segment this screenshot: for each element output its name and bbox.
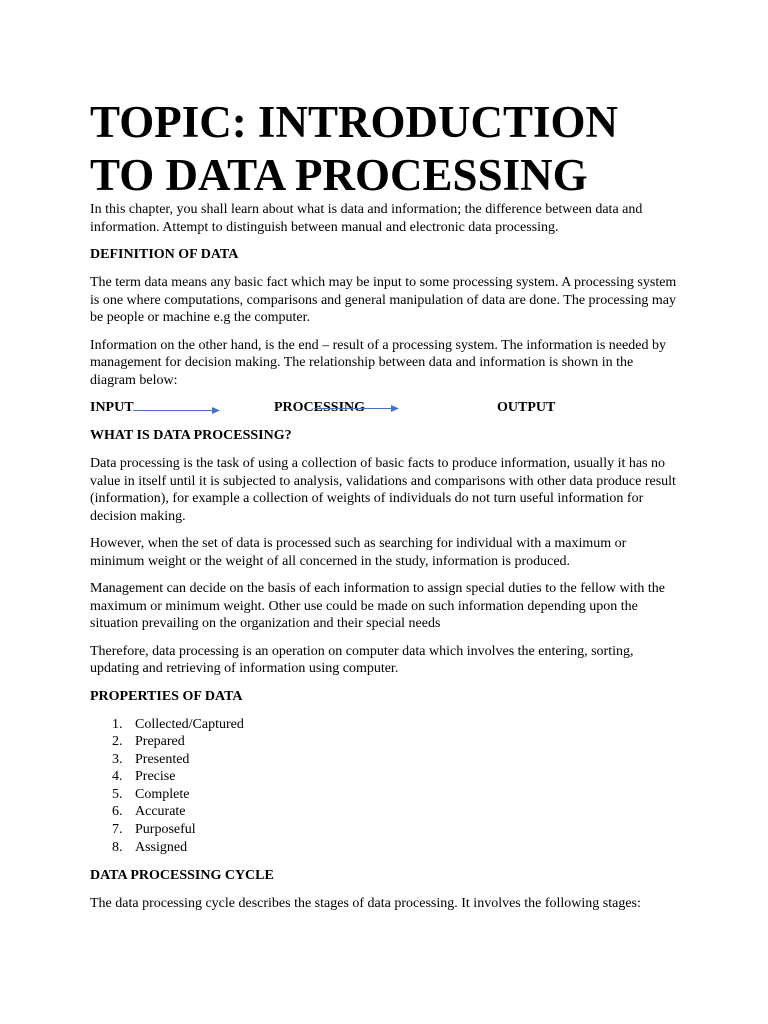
definition-heading: DEFINITION OF DATA — [90, 247, 239, 262]
flow-output-label: OUTPUT — [497, 400, 556, 415]
list-item: 4. Precise — [112, 769, 176, 785]
definition-paragraph-1: The term data means any basic fact which may be input to some processing system. A processing system is one where computations, comparisons and general manipulation of data are done. The processing may be people or machine e.g the computer. — [90, 275, 677, 325]
arrow-input-to-processing-icon — [133, 407, 220, 414]
flow-input-label: INPUT — [90, 400, 134, 415]
cycle-paragraph: The data processing cycle describes the stages of data processing. It involves the following stages: — [90, 895, 641, 911]
what-paragraph-4: Therefore, data processing is an operation on computer data which involves the entering, sorting, updating and retrieving of information using computer. — [90, 643, 634, 676]
properties-heading: PROPERTIES OF DATA — [90, 688, 243, 704]
arrow-processing-to-output-icon — [314, 405, 399, 412]
list-item: 3. Presented — [112, 751, 190, 767]
list-item: 1. Collected/Captured — [112, 716, 244, 732]
page-title — [90, 96, 682, 202]
definition-paragraph-2: Information on the other hand, is the end – result of a processing system. The information is needed by management for decision making. The relationship between data and information is shown in the diagram below: — [90, 337, 666, 388]
list-item: 8. Assigned — [112, 839, 188, 855]
data-flow-diagram — [90, 399, 682, 417]
document-page — [90, 96, 682, 922]
title-line-1: TOPIC: INTRODUCTION — [90, 97, 618, 147]
list-item: 6. Accurate — [112, 804, 186, 820]
flow-processing-label: PROCESSING — [274, 400, 366, 415]
cycle-heading: DATA PROCESSING CYCLE — [90, 867, 274, 883]
what-paragraph-3: Management can decide on the basis of each information to assign special duties to the fellow with the maximum or minimum weight. Other use could be made on such information depending upon the situation prevailing on the organization and their special needs — [90, 581, 665, 631]
title-line-2: TO DATA PROCESSING — [90, 150, 588, 200]
intro-paragraph: In this chapter, you shall learn about what is data and information; the difference between data and information. Attempt to distinguish between manual and electronic data processing. — [90, 202, 643, 235]
properties-list — [90, 716, 682, 857]
what-paragraph-1: Data processing is the task of using a collection of basic facts to produce information, usually it has no value in itself until it is subjected to analysis, validations and comparisons with other data produce result (information), for example a collection of weights of individuals do not turn useful information for decision making. — [90, 456, 676, 524]
flow-arrows — [90, 399, 682, 417]
list-item: 5. Complete — [112, 786, 190, 802]
what-is-heading: WHAT IS DATA PROCESSING? — [90, 428, 292, 443]
list-item: 7. Purposeful — [112, 822, 196, 838]
what-paragraph-2: However, when the set of data is processed such as searching for individual with a maximum or minimum weight or the weight of all concerned in the study, information is produced. — [90, 536, 627, 569]
list-item: 2. Prepared — [112, 734, 185, 750]
